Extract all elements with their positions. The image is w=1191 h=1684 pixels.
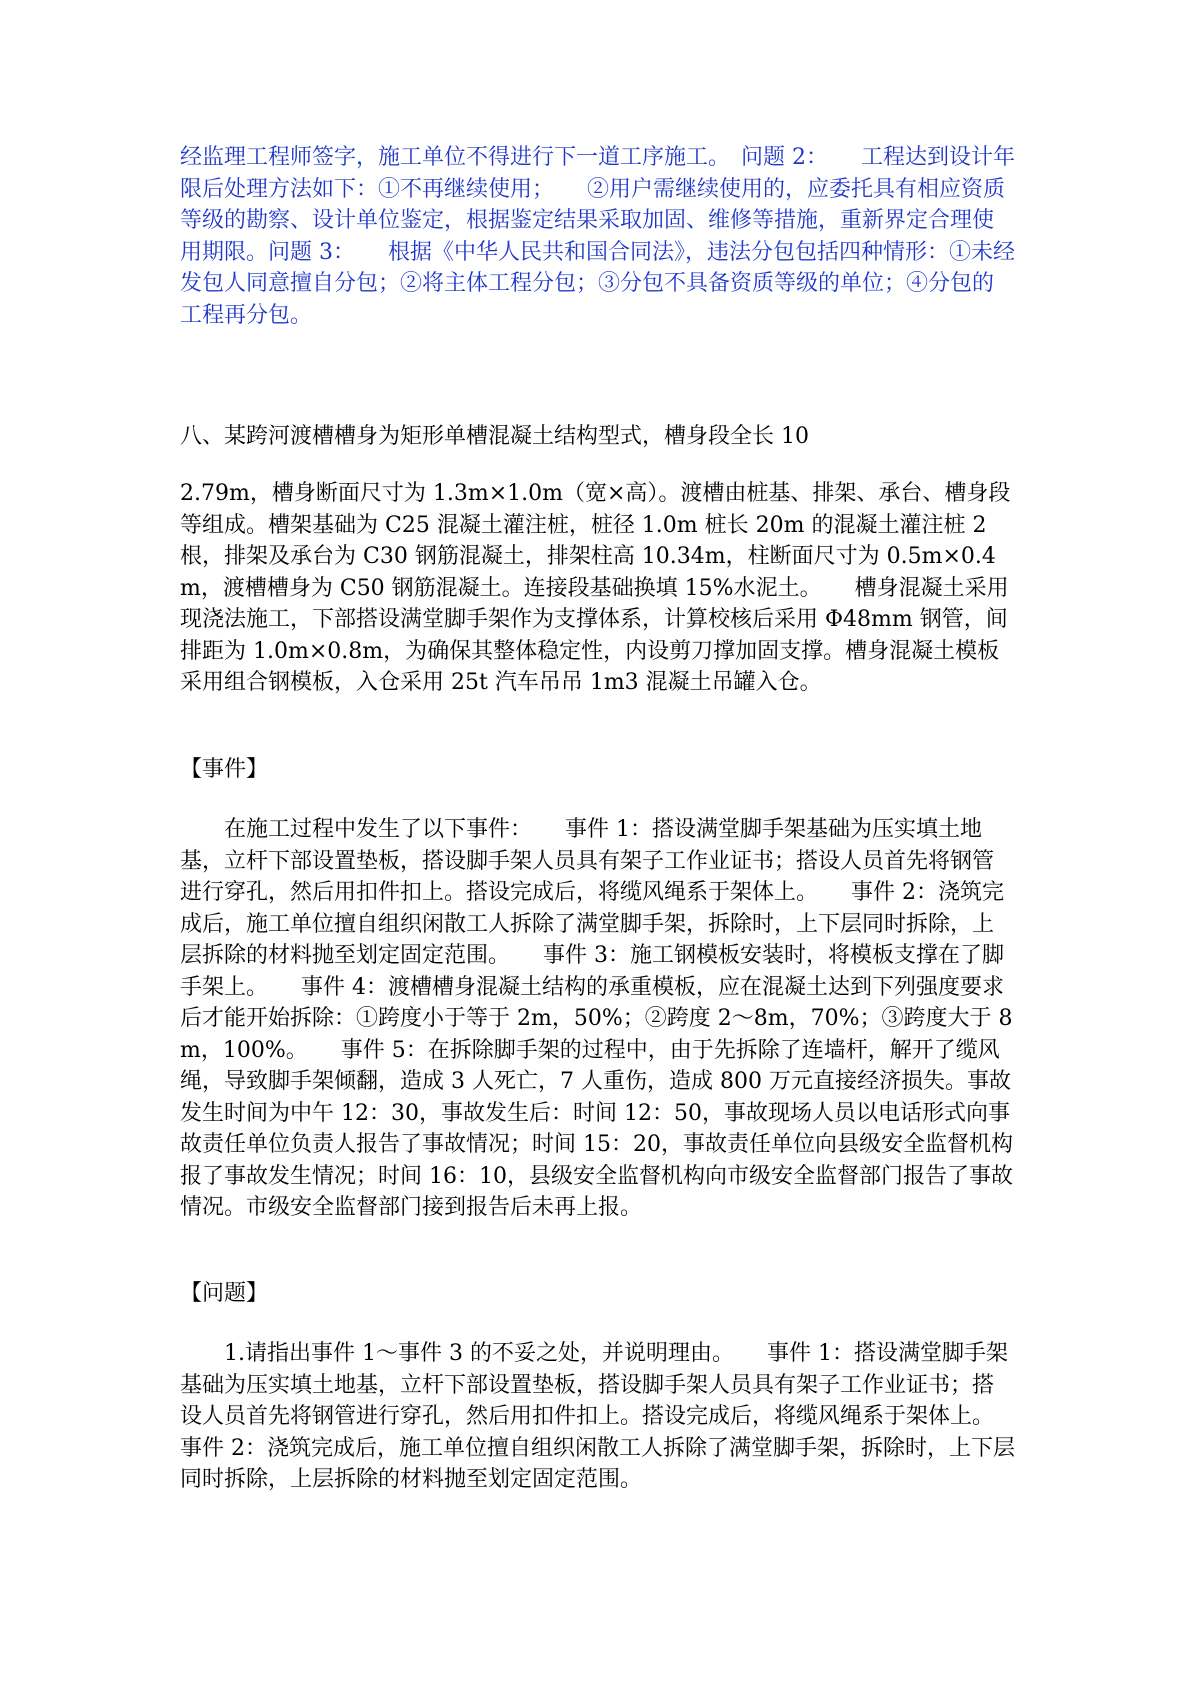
- answer-paragraph: 经监理工程师签字，施工单位不得进行下一道工序施工。 问题 2： 工程达到设计年限后处理方法如下：①不再继续使用； ②用户需继续使用的，应委托具有相应资质等级的勘察、设计单位鉴定，根据鉴定结果采取加固、维修等措施，重新界定合理使用期限。问题 3： 根据《中华人民共和国合同法》，违法分包包括四种情形：①未经发包人同意擅自分包；②将主体工程分包；③分包不具备资质等级的单位；④分包的工程再分包。: [180, 145, 1015, 328]
- questions-paragraph: 1.请指出事件 1～事件 3 的不妥之处，并说明理由。 事件 1：搭设满堂脚手架基础为压实填土地基，立杆下部设置垫板，搭设脚手架人员具有架子工作业证书；搭设人员首先将钢管进行穿孔，然后用扣件扣上。搭设完成后，将缆风绳系于架体上。 事件 2：浇筑完成后，施工单位擅自组织闲散工人拆除了满堂脚手架，拆除时，上下层同时拆除，上层拆除的材料抛至划定固定范围。: [180, 1341, 1028, 1492]
- events-paragraph: 在施工过程中发生了以下事件： 事件 1：搭设满堂脚手架基础为压实填土地基，立杆下部设置垫板，搭设脚手架人员具有架子工作业证书；搭设人员首先将钢管进行穿孔，然后用扣件扣上。搭设完成后，将缆风绳系于架体上。 事件 2：浇筑完成后，施工单位擅自组织闲散工人拆除了满堂脚手架，拆除时，上下层同时拆除，上层拆除的材料抛至划定固定范围。 事件 3：施工钢模板安装时，将模板支撑在了脚手架上。 事件 4：渡槽槽身混凝土结构的承重模板，应在混凝土达到下列强度要求后才能开始拆除：①跨度小于等于 2m，50%；②跨度 2～8m，70%；③跨度大于 8m，100%。 事件 5：在拆除脚手架的过程中，由于先拆除了连墙杆，解开了缆风绳，导致脚手架倾翻，造成 3 人死亡，7 人重伤，造成 800 万元直接经济损失。事故发生时间为中午 12：30，事故发生后：时间 12：50，事故现场人员以电话形式向事故责任单位负责人报告了事故情况；时间 15：20，事故责任单位向县级安全监督机构报了事故发生情况；时间 16：10，县级安全监督机构向市级安全监督部门报告了事故情况。市级安全监督部门接到报告后未再上报。: [180, 817, 1013, 1220]
- events-heading: 【事件】: [180, 757, 269, 782]
- question-8-description: 2.79m，槽身断面尺寸为 1.3m×1.0m（宽×高）。渡槽由桩基、排架、承台、槽身段等组成。槽架基础为 C25 混凝土灌注桩，桩径 1.0m 桩长 20m 的混凝土灌注桩 2 根，排架及承台为 C30 钢筋混凝土，排架柱高 10.34m，柱断面尺寸为 0.5m×0.4m，渡槽槽身为 C50 钢筋混凝土。连接段基础换填 15%水泥土。 槽身混凝土采用现浇法施工，下部搭设满堂脚手架作为支撑体系，计算校核后采用 Φ48mm 钢管，间排距为 1.0m×0.8m，为确保其整体稳定性，内设剪刀撑加固支撑。槽身混凝土模板采用组合钢模板，入仓采用 25t 汽车吊吊 1m3 混凝土吊罐入仓。: [180, 481, 1011, 695]
- questions-heading: 【问题】: [180, 1281, 269, 1306]
- question-8-title: 八、某跨河渡槽槽身为矩形单槽混凝土结构型式，槽身段全长 10: [180, 424, 809, 449]
